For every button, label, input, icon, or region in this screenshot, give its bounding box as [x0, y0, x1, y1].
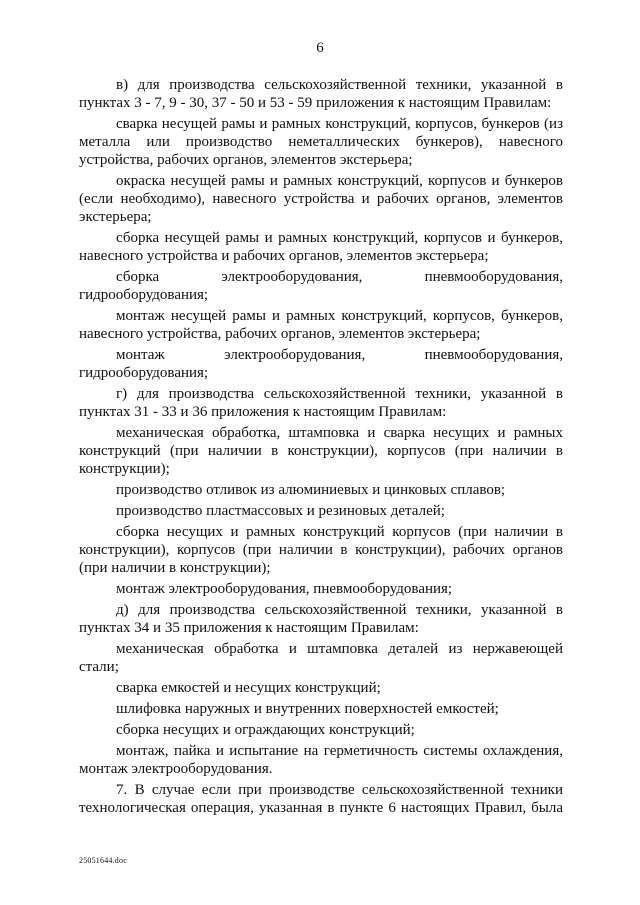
paragraph: сварка емкостей и несущих конструкций; — [116, 680, 381, 696]
paragraph: сборка электрооборудования, пневмооборудования, гидрооборудования; — [79, 269, 563, 303]
paragraph: монтаж, пайка и испытание на герметичность системы охлаждения, монтаж электрооборудования. — [79, 743, 563, 777]
paragraph: 7. В случае если при производстве сельскохозяйственной техники технологическая операция, указанная в пункте 6 настоящих Правил, была — [79, 782, 563, 816]
paragraph: сборка несущих и рамных конструкций корпусов (при наличии в конструкции), корпусов (при наличии в конструкции), рабочих органов (при наличии в конструкции); — [79, 524, 563, 576]
paragraph: д) для производства сельскохозяйственной техники, указанной в пунктах 34 и 35 приложения к настоящим Правилам: — [79, 602, 563, 636]
paragraph: монтаж электрооборудования, пневмооборудования, гидрооборудования; — [79, 347, 563, 381]
document-file-id: 25051644.doc — [79, 856, 127, 865]
paragraph: производство отливок из алюминиевых и цинковых сплавов; — [116, 482, 506, 498]
paragraph: механическая обработка и штамповка деталей из нержавеющей стали; — [79, 641, 563, 675]
paragraph: сборка несущих и ограждающих конструкций; — [116, 722, 415, 738]
paragraph: г) для производства сельскохозяйственной техники, указанной в пунктах 31 - 33 и 36 приложения к настоящим Правилам: — [79, 386, 563, 420]
paragraph: шлифовка наружных и внутренних поверхностей емкостей; — [116, 701, 499, 717]
paragraph: в) для производства сельскохозяйственной техники, указанной в пунктах 3 - 7, 9 - 30, 37 - 50 и 53 - 59 приложения к настоящим Правилам: — [79, 77, 563, 111]
document-body — [79, 76, 563, 820]
paragraph: окраска несущей рамы и рамных конструкций, корпусов и бункеров (если необходимо), навесного устройства и рабочих органов, элементов экстерьера; — [79, 173, 563, 225]
paragraph: монтаж электрооборудования, пневмооборудования; — [116, 581, 453, 597]
paragraph: механическая обработка, штамповка и сварка несущих и рамных конструкций (при наличии в конструкции), корпусов (при наличии в конструкции); — [79, 425, 563, 477]
paragraph: сварка несущей рамы и рамных конструкций, корпусов, бункеров (из металла или производство неметаллических бункеров), навесного устройства, рабочих органов, элементов экстерьера; — [79, 116, 563, 168]
page-number: 6 — [316, 40, 324, 56]
paragraph: монтаж несущей рамы и рамных конструкций, корпусов, бункеров, навесного устройства, рабочих органов, элементов экстерьера; — [79, 308, 563, 342]
paragraph: производство пластмассовых и резиновых деталей; — [116, 503, 445, 519]
paragraph: сборка несущей рамы и рамных конструкций, корпусов и бункеров, навесного устройства и рабочих органов, элементов экстерьера; — [79, 230, 563, 264]
